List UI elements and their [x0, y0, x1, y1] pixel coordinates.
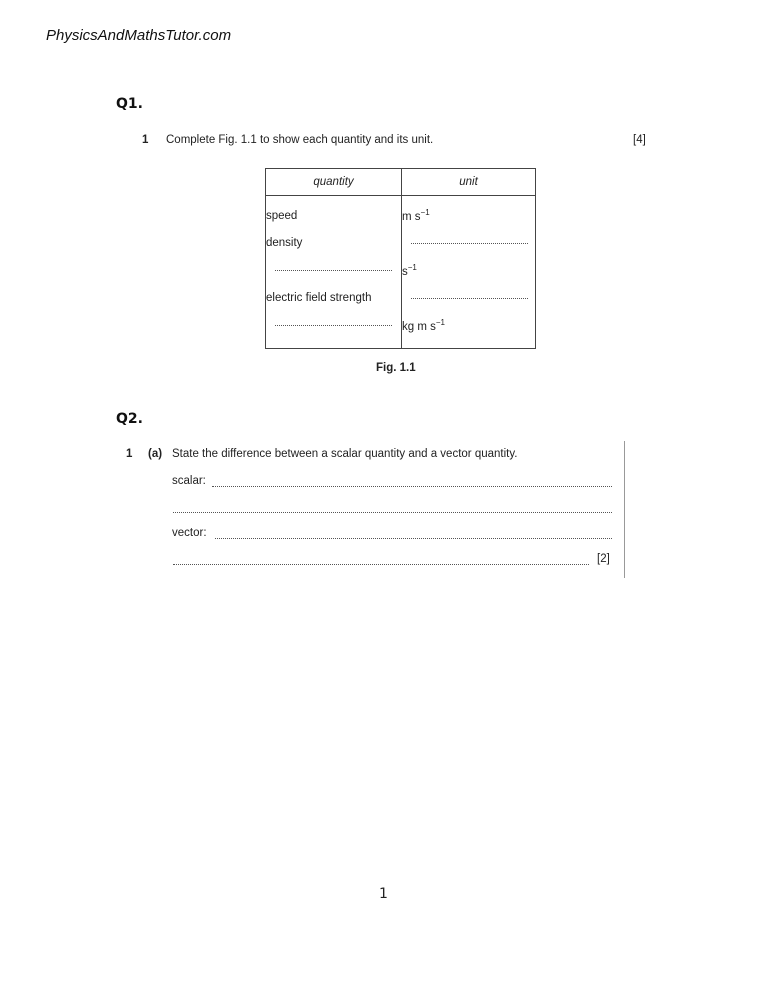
- scalar-answer-line-2[interactable]: [173, 512, 612, 513]
- header-unit: unit: [402, 169, 536, 196]
- vector-answer-line-2[interactable]: [173, 564, 589, 565]
- fig-1-1-table: [265, 168, 536, 349]
- page-number: 1: [379, 886, 388, 902]
- quantity-answer-blank[interactable]: [275, 270, 392, 271]
- q1-label: Q1.: [116, 96, 143, 112]
- vector-answer-line[interactable]: [215, 538, 612, 539]
- unit-answer-blank[interactable]: [411, 243, 528, 244]
- table-row: [266, 230, 536, 258]
- unit-answer-blank[interactable]: [411, 298, 528, 299]
- unit-cell: $s^{-1}$: [402, 257, 536, 285]
- table-row: [266, 196, 536, 230]
- unit-cell: [402, 285, 536, 313]
- scalar-answer-line[interactable]: [212, 486, 612, 487]
- unit-cell: kg m $s^{-1}$: [402, 312, 536, 348]
- q1-number: 1: [142, 134, 149, 146]
- table-row: [266, 312, 536, 348]
- unit-cell: m $s^{-1}$: [402, 196, 536, 230]
- vector-label: vector:: [172, 527, 207, 539]
- scalar-label: scalar:: [172, 475, 206, 487]
- q1-marks: [4]: [633, 134, 646, 146]
- table-header-row: [266, 169, 536, 196]
- q2-marks: [2]: [597, 553, 610, 565]
- q2-number: 1: [126, 448, 133, 460]
- table-row: [266, 257, 536, 285]
- quantity-cell: density: [266, 237, 303, 250]
- quantity-answer-blank[interactable]: [275, 325, 392, 326]
- header-quantity: quantity: [266, 169, 402, 196]
- quantity-cell: electric field strength: [266, 292, 372, 305]
- q2-part: (a): [148, 448, 163, 460]
- table-row: [266, 285, 536, 313]
- fig-caption: Fig. 1.1: [376, 362, 416, 374]
- q1-prompt: Complete Fig. 1.1 to show each quantity and its unit.: [166, 134, 434, 146]
- site-header: PhysicsAndMathsTutor.com: [46, 27, 232, 44]
- unit-cell: [402, 230, 536, 258]
- quantity-cell: [266, 257, 402, 285]
- quantity-cell: speed: [266, 209, 298, 222]
- q2-prompt: State the difference between a scalar quantity and a vector quantity.: [172, 448, 518, 460]
- margin-rule: [624, 441, 625, 578]
- q2-label: Q2.: [116, 411, 143, 427]
- quantity-cell: [266, 312, 402, 348]
